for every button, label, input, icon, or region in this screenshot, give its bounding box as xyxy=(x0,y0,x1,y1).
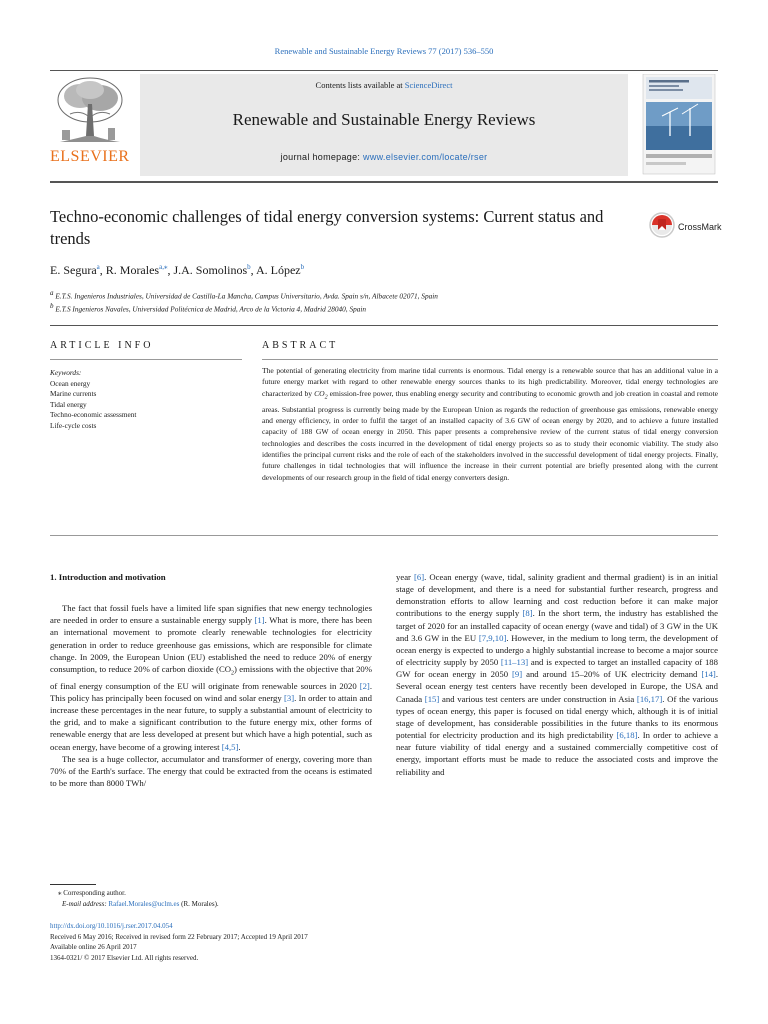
available-online: Available online 26 April 2017 xyxy=(50,943,137,951)
article-title: Techno-economic challenges of tidal energy conversion systems: Current status and trends xyxy=(50,207,604,248)
author-affil-sup[interactable]: a xyxy=(96,263,100,271)
section-heading: 1. Introduction and motivation xyxy=(50,572,166,582)
keywords-label: Keywords: xyxy=(50,368,82,377)
citation-link[interactable]: [2] xyxy=(359,680,370,691)
author-name[interactable]: R. Morales xyxy=(105,263,160,277)
journal-title: Renewable and Sustainable Energy Reviews xyxy=(232,110,536,129)
article-info-rule xyxy=(50,359,242,360)
contents-available-line: Contents lists available at ScienceDirect xyxy=(315,80,453,90)
keyword[interactable]: Ocean energy xyxy=(50,378,91,388)
citation-link[interactable]: [11–13] xyxy=(500,657,529,668)
author-affil-sup[interactable]: b xyxy=(247,263,251,271)
author-name[interactable]: E. Segura xyxy=(50,263,97,277)
author-affil-sup[interactable]: a,⁎ xyxy=(159,263,168,271)
journal-homepage-line: journal homepage: www.elsevier.com/locate/rser xyxy=(280,152,488,162)
affiliation-b: $^b$ E.T.S Ingenieros Navales, Universidad Politécnica de Madrid, Arco de la Victoria 4, Madrid 28040, Spain xyxy=(50,302,367,314)
citation-link[interactable]: [16,17] xyxy=(636,693,663,704)
author-email-link[interactable]: Rafael.Morales@uclm.es xyxy=(108,899,180,908)
citation-link[interactable]: [4,5] xyxy=(221,741,239,752)
body-column-left xyxy=(50,571,372,789)
abstract-heading: ABSTRACT xyxy=(262,340,339,351)
journal-cover-image[interactable] xyxy=(640,74,718,176)
keyword[interactable]: Tidal energy xyxy=(50,399,87,409)
sciencedirect-link[interactable]: ScienceDirect xyxy=(404,80,453,90)
abstract-rule xyxy=(262,359,718,360)
citation-link[interactable]: [9] xyxy=(512,669,523,680)
elsevier-wordmark: ELSEVIER xyxy=(50,148,130,165)
citation-link[interactable]: [7,9,10] xyxy=(478,632,507,643)
citation-link[interactable]: [15] xyxy=(424,693,440,704)
keyword[interactable]: Marine currents xyxy=(50,389,97,399)
abstract-text: The potential of generating electricity from marine tidal currents is enormous. Tidal energy is a renewable source that has an additional value in a future energy market with regard to other renewable energy sources thanks to its high predictability. Moreover, tidal energy technologies are characterized by $CO_2$ emission-free power, thus enabling energy security and contributing to economic growth and job creation in coastal and remote areas. Substantial progress is currently being made by the European Union as regards the reduction of greenhouse gas emissions, renewable energy and energy efficiency, in order to fulfil the target of an installed capacity of 3.6 GW of ocean energy by 2020, and to achieve a future installed capacity of 188 GW of ocean energy in 2050. This paper presents a comprehensive review of the current status of tidal energy conversion technologies and describes the costs incurred in the development of tidal energy projects so as to study their economic viability. The study also identifies the principal current risks and the role of each of the stakeholders involved in the successful development of tidal energy projects. Finally, future challenges in tidal technologies that will influence the increase in their current potential are briefly presented along with the current developments of our research group in the field of tidal energy converters design. xyxy=(262,366,719,482)
body-paragraph: The fact that fossil fuels have a limited life span signifies that new energy technologies are needed in order to ensure a sustainable energy supply [1]. What is more, there has been an international movement to promote clearly renewable technologies for electricity generation in order to reduce greenhouse gas emissions, which are responsible for climate change. In 2009, the European Union (EU) established the need to reduce 20% of energy consumption, to reduce 20% of carbon dioxide $(CO_2)$ emissions with the objective that 20% of final energy consumption of the EU will originate from renewable sources in 2020 [2]. This policy has principally been focused on wind and solar energy [3]. In order to attain and increase these percentages in the near future, to supply a substantial amount of electricity to the grid, and to make a significant contribution to the future energy mix, other forms of renewable energy that are less developed at present but which have a high potential, such as ocean energy, have become of a growing interest [4,5]. xyxy=(50,603,373,752)
journal-homepage-link[interactable]: www.elsevier.com/locate/rser xyxy=(363,152,488,162)
author-name[interactable]: J.A. Somolinos xyxy=(173,263,248,277)
body-paragraph: The sea is a huge collector, accumulator and transformer of energy, covering more than 70% of the Earth's surface. The energy that could be extracted from the oceans is estimated to be more than 8000 TWh/ xyxy=(50,753,372,789)
journal-citation[interactable]: Renewable and Sustainable Energy Reviews 77 (2017) 536–550 xyxy=(274,46,494,56)
citation-link[interactable]: [3] xyxy=(284,692,295,703)
author-list: E. Segura$^a$, R. Morales$^{a,⁎}$, J.A. Somolinos$^b$, A. López$^b$ xyxy=(50,263,305,277)
citation-link[interactable]: [6,18] xyxy=(616,730,638,741)
keyword[interactable]: Life-cycle costs xyxy=(50,420,97,430)
doi-link[interactable]: http://dx.doi.org/10.1016/j.rser.2017.04.054 xyxy=(50,922,173,930)
corresponding-author-note: ⁎ Corresponding author. xyxy=(58,889,126,897)
subscript: 2 xyxy=(231,670,235,677)
author-name[interactable]: A. López xyxy=(255,263,301,277)
affiliations xyxy=(50,288,710,315)
section-rule xyxy=(50,325,718,326)
article-info-heading: ARTICLE INFO xyxy=(50,340,154,351)
body-column-right xyxy=(396,571,718,778)
footnote: ⁎ Corresponding author. E-mail address: Rafael.Morales@uclm.es (R. Morales). xyxy=(50,888,370,909)
citation-link[interactable]: [6] xyxy=(414,572,425,582)
copyright: 1364-0321/ © 2017 Elsevier Ltd. All rights reserved. xyxy=(50,953,199,962)
citation-link[interactable]: [8] xyxy=(522,608,533,619)
keywords-block xyxy=(50,368,240,432)
article-footer xyxy=(50,921,450,963)
header-rule-top xyxy=(50,70,718,71)
body-paragraph: year [6]. Ocean energy (wave, tidal, salinity gradient and thermal gradient) is in an initial stage of development, and there is a need for substantial further research, progress and demonstration efforts to allow learning and cost reduction before it can make major contributions to the energy supply [8]. In the short term, the industry has established the target of 2020 for an installed capacity of ocean energy (wave and tidal) of 3 GW in the UK and 3.6 GW in the EU [7,9,10]. However, in the medium to long term, the development of ocean energy is expected to undergo a highly substantial increase to become a major source of electricity supply by 2050 [11–13] and is expected to target an installed capacity of 188 GW for ocean energy in 2050 [9] and around 15–20% of UK electricity demand [14]. Several ocean energy test centers have recently been developed in Europe, the USA and Canada [15] and various test centers are under construction in Asia [16,17]. Of the various types of ocean energy, this paper is focused on tidal energy which, although it is of initial stage of development, has considerable possibilities in the future thanks to its enormous potential for electricity production and its high predictability [6,18]. In order to achieve a near future viability of tidal energy and a sustained commercially competitive cost of energy, important efforts must be made to reduce the associated costs and improve the reliability and xyxy=(396,572,719,777)
citation-link[interactable]: [14] xyxy=(701,669,716,680)
affiliation-a: $^a$ E.T.S. Ingenieros Industriales, Universidad de Castilla-La Mancha, Campus Universitario, Avda. Spain s/n, Albacete 02071, Spain xyxy=(50,289,438,301)
author-affil-sup[interactable]: b xyxy=(300,263,305,271)
keyword[interactable]: Techno-economic assessment xyxy=(50,410,137,420)
received-dates: Received 6 May 2016; Received in revised form 22 February 2017; Accepted 19 April 2017 xyxy=(50,932,308,941)
crossmark-label[interactable]: CrossMark xyxy=(678,222,722,232)
header-rule-bottom xyxy=(50,181,718,183)
citation-link[interactable]: [1] xyxy=(254,615,265,626)
abstract-end-rule xyxy=(50,535,718,536)
footnote-rule xyxy=(50,884,96,885)
